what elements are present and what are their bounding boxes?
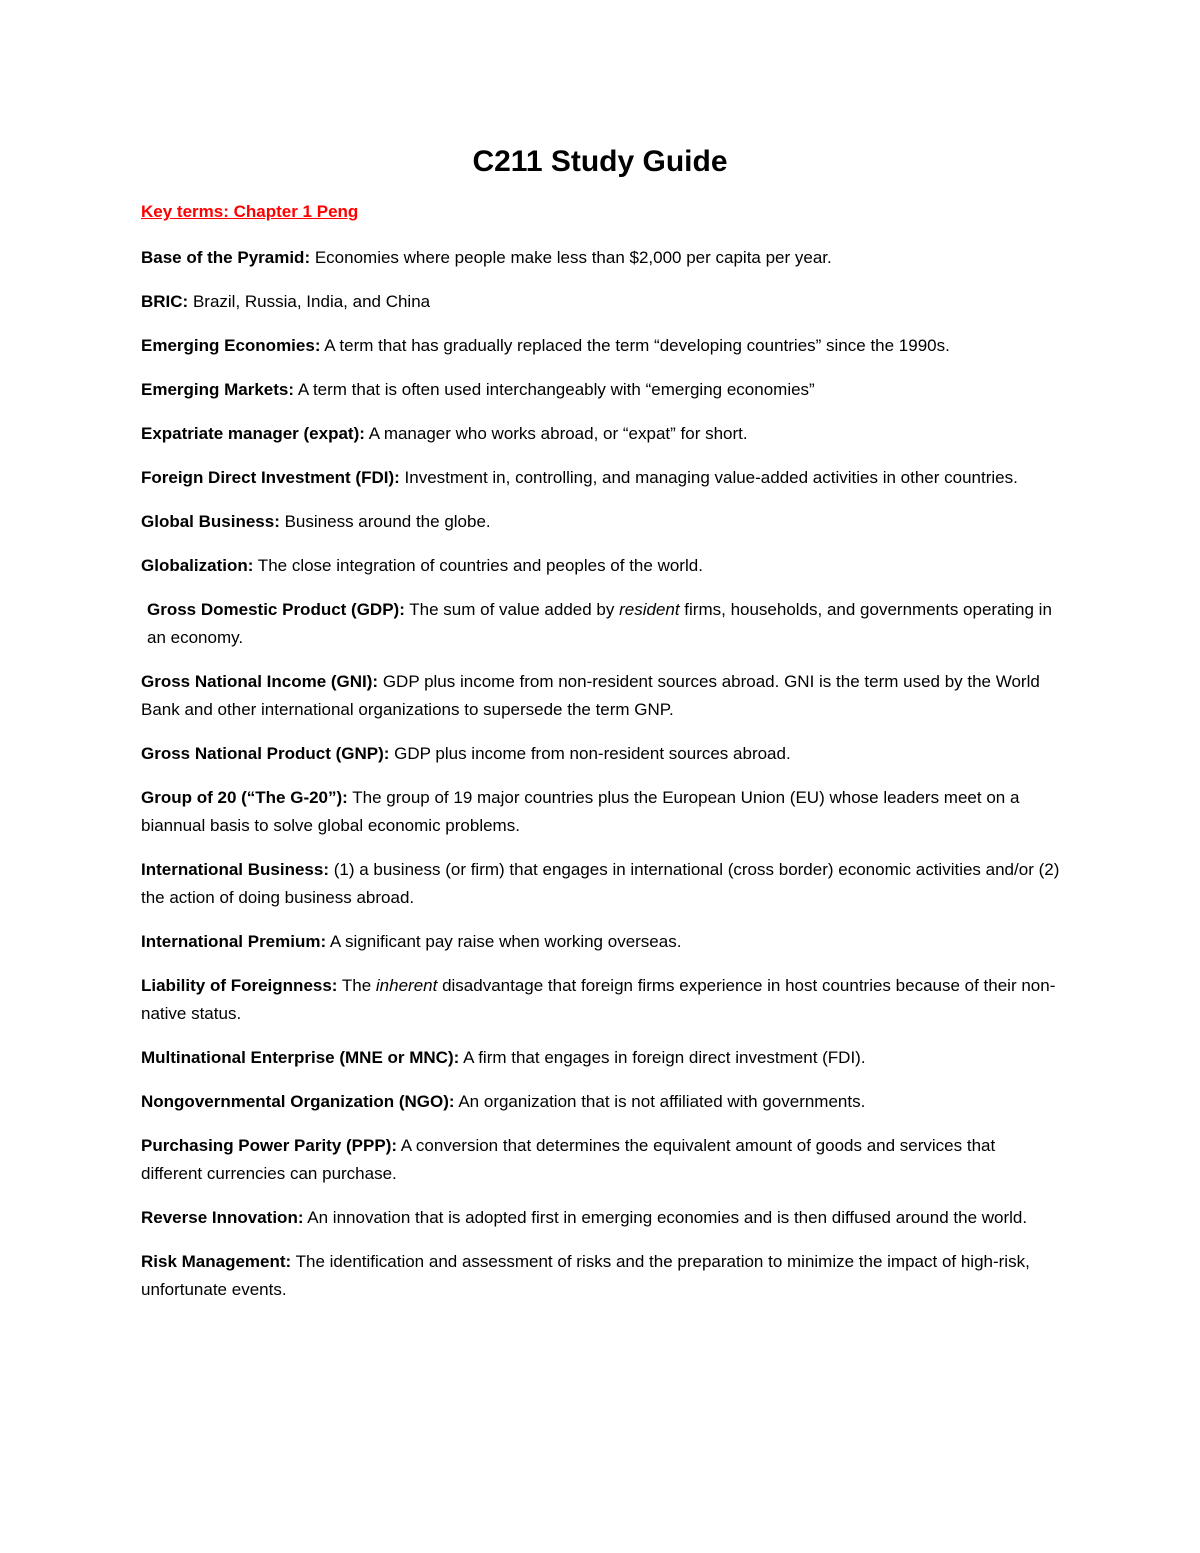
term-name: Purchasing Power Parity (PPP): (141, 1136, 398, 1155)
term-definition: GDP plus income from non-resident sources abroad. (389, 744, 791, 763)
term-entry (141, 1204, 1061, 1232)
term-name: Liability of Foreignness: (141, 976, 338, 995)
term-definition: GDP plus income from non-resident sources abroad. GNI is the term used by the World Bank and other international organizations to supersede the term GNP. (141, 672, 1040, 719)
term-entry (141, 420, 1061, 448)
term-name: Globalization: (141, 556, 254, 575)
term-entry (141, 508, 1061, 536)
term-definition: A manager who works abroad, or “expat” for short. (364, 424, 748, 443)
term-definition: A firm that engages in foreign direct investment (FDI). (459, 1048, 866, 1067)
term-name: Gross Domestic Product (GDP): (147, 600, 405, 619)
term-name: Base of the Pyramid: (141, 248, 311, 267)
term-name: Risk Management: (141, 1252, 292, 1271)
term-definition: disadvantage that foreign firms experience in host countries because of their non-native status. (141, 976, 1056, 1023)
section-heading: Key terms: Chapter 1 Peng (141, 202, 359, 221)
term-name: International Business: (141, 860, 329, 879)
term-name: Gross National Income (GNI): (141, 672, 379, 691)
term-entry (141, 376, 1061, 404)
term-name: Reverse Innovation: (141, 1208, 304, 1227)
term-definition: The group of 19 major countries plus the European Union (EU) whose leaders meet on a biannual basis to solve global economic problems. (141, 788, 1020, 835)
term-name: Emerging Economies: (141, 336, 321, 355)
term-definition: Business around the globe. (279, 512, 491, 531)
term-definition: The close integration of countries and peoples of the world. (253, 556, 703, 575)
term-name: Global Business: (141, 512, 280, 531)
term-name: International Premium: (141, 932, 327, 951)
term-name: Group of 20 (“The G-20”): (141, 788, 348, 807)
term-entry (141, 740, 1061, 768)
term-definition-emphasis: inherent (375, 976, 438, 995)
terms-list (141, 244, 1061, 1320)
term-definition: firms, households, and governments operating in an economy. (147, 600, 1052, 647)
term-definition: Brazil, Russia, India, and China (188, 292, 431, 311)
term-definition: (1) a business (or firm) that engages in international (cross border) economic activities and/or (2) the action of doing business abroad. (141, 860, 1060, 907)
term-entry (141, 596, 1061, 652)
term-definition: A term that is often used interchangeably with “emerging economies” (294, 380, 815, 399)
term-definition: The identification and assessment of risks and the preparation to minimize the impact of high-risk, unfortunate events. (141, 1252, 1030, 1299)
term-entry (141, 288, 1061, 316)
term-definition: An organization that is not affiliated with governments. (454, 1092, 866, 1111)
term-entry (141, 856, 1061, 912)
term-name: Emerging Markets: (141, 380, 295, 399)
term-entry (141, 244, 1061, 272)
term-name: Multinational Enterprise (MNE or MNC): (141, 1048, 460, 1067)
term-definition: The sum of value added by (404, 600, 620, 619)
term-name: Expatriate manager (expat): (141, 424, 365, 443)
term-definition: A significant pay raise when working overseas. (326, 932, 682, 951)
term-entry (141, 1132, 1061, 1188)
term-entry (141, 464, 1061, 492)
term-entry (141, 928, 1061, 956)
term-name: Nongovernmental Organization (NGO): (141, 1092, 455, 1111)
term-definition: An innovation that is adopted first in emerging economies and is then diffused around the world. (303, 1208, 1028, 1227)
term-entry (141, 332, 1061, 360)
term-entry (141, 1248, 1061, 1304)
term-name: BRIC: (141, 292, 189, 311)
term-entry (141, 1088, 1061, 1116)
term-definition: A conversion that determines the equivalent amount of goods and services that different currencies can purchase. (141, 1136, 996, 1183)
term-definition: A term that has gradually replaced the term “developing countries” since the 1990s. (320, 336, 950, 355)
term-definition: Investment in, controlling, and managing value-added activities in other countries. (399, 468, 1018, 487)
term-name: Foreign Direct Investment (FDI): (141, 468, 400, 487)
term-entry (141, 668, 1061, 724)
term-entry (141, 972, 1061, 1028)
term-definition-emphasis: resident (619, 600, 680, 619)
page-title: C211 Study Guide (472, 145, 728, 178)
term-name: Gross National Product (GNP): (141, 744, 390, 763)
term-definition: Economies where people make less than $2,000 per capita per year. (310, 248, 832, 267)
term-entry (141, 552, 1061, 580)
term-entry (141, 784, 1061, 840)
term-definition: The (337, 976, 376, 995)
term-entry (141, 1044, 1061, 1072)
